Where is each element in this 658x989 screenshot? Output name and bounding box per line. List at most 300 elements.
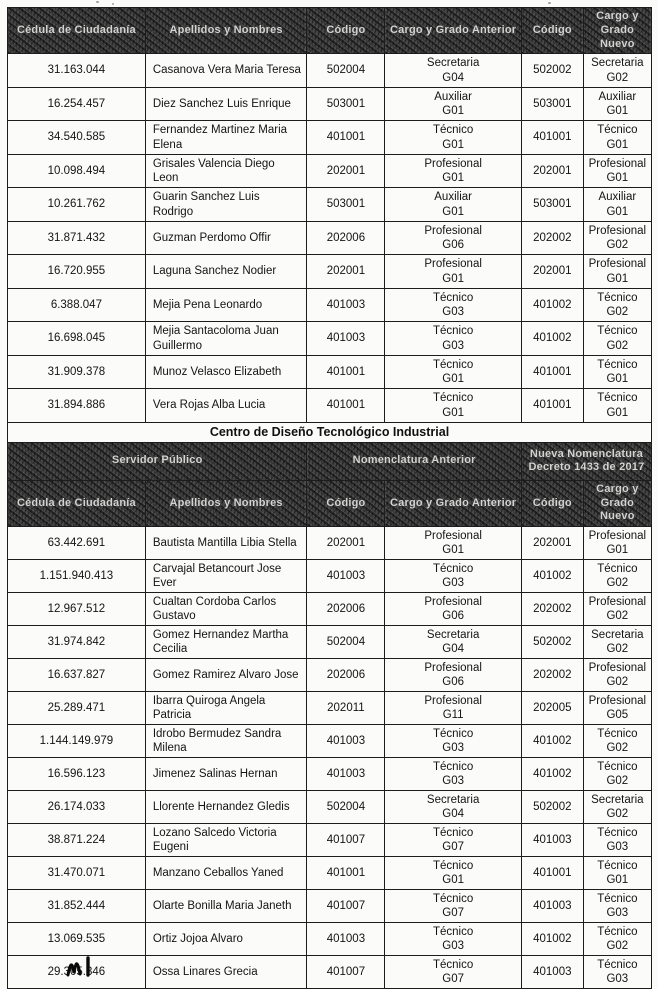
- table-row: [8, 791, 652, 824]
- cell-nombres: [145, 221, 307, 255]
- cell-codigo-anterior: [307, 87, 385, 121]
- cell-codigo-anterior: [307, 221, 385, 255]
- cell-text: 503001: [533, 97, 572, 110]
- cell-codigo-nuevo: [521, 288, 583, 322]
- table-row: [8, 560, 652, 593]
- cell-text: 31.894.886: [47, 399, 106, 412]
- cell-text: 401007: [326, 965, 366, 978]
- cell-text: 401001: [326, 365, 366, 378]
- cell-nombres: [145, 692, 307, 725]
- cell-text: Profesional: [424, 694, 482, 707]
- cell-text: 502004: [326, 635, 366, 648]
- cell-text: G03: [442, 742, 464, 754]
- cell-text: G02: [606, 676, 629, 688]
- table-row: [8, 659, 652, 692]
- cell-text: 38.871.224: [47, 833, 106, 846]
- cell-text: Técnico: [597, 958, 638, 971]
- cell-text: G02: [606, 808, 629, 820]
- cell-text: 26.174.033: [47, 800, 106, 813]
- cell-codigo-anterior: [307, 593, 385, 626]
- cell-text: Ossa Linares Grecia: [152, 965, 258, 978]
- table-section-1: [7, 7, 652, 423]
- cell-text: 31.470.071: [47, 866, 106, 879]
- cell-text: 16.637.827: [47, 668, 106, 681]
- cell-cargo-anterior: [385, 355, 522, 389]
- cell-text: 401001: [533, 399, 572, 412]
- cell-text: G02: [606, 239, 629, 251]
- cell-text: 202001: [533, 265, 572, 278]
- handwritten-mark: [62, 956, 132, 978]
- cell-text: G11: [442, 709, 464, 721]
- table-row: [8, 221, 652, 255]
- cell-nombres: [145, 255, 307, 289]
- cell-cargo-nuevo: [583, 87, 651, 121]
- column-header-cedula: Cédula de Ciudadanía: [8, 8, 146, 54]
- cell-codigo-anterior: [307, 824, 385, 857]
- table-body-section-1: [8, 54, 652, 423]
- cell-text: G01: [606, 874, 629, 886]
- cell-text: G03: [442, 940, 464, 952]
- cell-nombres: [145, 355, 307, 389]
- table-row: [8, 857, 652, 890]
- cell-text: Profesional: [588, 694, 647, 707]
- cell-text: Técnico: [432, 760, 474, 773]
- cell-codigo-anterior: [307, 692, 385, 725]
- cell-text: 401001: [533, 131, 572, 144]
- cell-codigo-nuevo: [521, 154, 583, 188]
- cell-text: G04: [442, 643, 464, 655]
- cell-text: G02: [606, 610, 629, 622]
- cell-text: 401001: [326, 131, 366, 144]
- cell-cedula: [8, 857, 146, 890]
- cell-cargo-nuevo: [583, 355, 651, 389]
- cell-text: Diez Sanchez Luis Enrique: [152, 97, 291, 110]
- cell-codigo-anterior: [307, 890, 385, 923]
- table-header-row: [8, 480, 652, 526]
- cell-nombres: [145, 87, 307, 121]
- column-header-cargo-anterior: Cargo y Grado Anterior: [385, 8, 522, 54]
- cell-text: Profesional: [588, 529, 647, 542]
- cell-text: G01: [606, 172, 629, 184]
- column-header-nombres: Apellidos y Nombres: [145, 480, 307, 526]
- cell-text: 16.596.123: [47, 767, 106, 780]
- cell-cargo-nuevo: [583, 758, 651, 791]
- cell-cedula: [8, 725, 146, 758]
- cell-text: G03: [606, 841, 629, 853]
- cell-text: 502002: [533, 64, 572, 77]
- cell-text: 202006: [326, 602, 366, 615]
- table-row: [8, 725, 652, 758]
- cell-text: 202006: [326, 668, 366, 681]
- cell-nombres: [145, 824, 307, 857]
- cell-text: 202001: [326, 265, 366, 278]
- cell-codigo-nuevo: [521, 389, 583, 423]
- table-header-row: [8, 8, 652, 54]
- table-row: [8, 87, 652, 121]
- cell-text: Técnico: [597, 727, 638, 740]
- cell-text: Ortiz Jojoa Alvaro: [152, 932, 243, 945]
- cell-cargo-anterior: [385, 923, 522, 956]
- cell-text: 401003: [326, 932, 366, 945]
- scan-speckle: [548, 2, 551, 4]
- cell-text: 401003: [533, 965, 572, 978]
- cell-cargo-anterior: [385, 154, 522, 188]
- cell-text: 202006: [326, 231, 366, 244]
- cell-text: Profesional: [424, 258, 482, 271]
- cell-text: 503001: [326, 97, 366, 110]
- cell-cedula: [8, 824, 146, 857]
- cell-nombres: [145, 322, 307, 356]
- column-header-codigo-nuevo: Código: [521, 480, 583, 526]
- cell-text: Bautista Mantilla Libia Stella: [152, 536, 297, 549]
- cell-text: 16.254.457: [47, 97, 106, 110]
- cell-codigo-anterior: [307, 255, 385, 289]
- cell-text: Técnico: [597, 392, 638, 405]
- cell-codigo-anterior: [307, 725, 385, 758]
- cell-cedula: [8, 527, 146, 560]
- table-row: [8, 527, 652, 560]
- cell-text: 202005: [533, 701, 572, 714]
- cell-text: G06: [442, 676, 464, 688]
- cell-text: G02: [606, 577, 629, 589]
- table-body-section-2: [8, 527, 652, 989]
- cell-text: Llorente Hernandez Gledis: [152, 800, 290, 813]
- cell-text: Técnico: [432, 958, 474, 971]
- cell-cedula: [8, 593, 146, 626]
- cell-nombres: [145, 923, 307, 956]
- cell-text: Idrobo Bermudez Sandra Milena: [152, 727, 282, 754]
- cell-cargo-anterior: [385, 824, 522, 857]
- cell-text: Técnico: [597, 291, 638, 304]
- cell-cargo-nuevo: [583, 188, 651, 222]
- cell-codigo-nuevo: [521, 758, 583, 791]
- column-header-codigo-nuevo: Código: [521, 8, 583, 54]
- cell-cargo-anterior: [385, 121, 522, 155]
- cell-text: Guzman Perdomo Offir: [152, 231, 271, 244]
- cell-text: 25.289.471: [47, 701, 106, 714]
- cell-codigo-anterior: [307, 389, 385, 423]
- cell-text: G01: [606, 105, 629, 117]
- cell-text: G02: [606, 940, 629, 952]
- cell-codigo-anterior: [307, 54, 385, 88]
- cell-text: Secretaria: [426, 793, 480, 806]
- cell-codigo-anterior: [307, 791, 385, 824]
- cell-text: 31.974.842: [47, 635, 106, 648]
- cell-codigo-anterior: [307, 288, 385, 322]
- cell-cargo-anterior: [385, 188, 522, 222]
- cell-text: G06: [442, 610, 464, 622]
- cell-text: Secretaria: [426, 628, 480, 641]
- cell-text: Secretaria: [426, 57, 480, 70]
- cell-codigo-nuevo: [521, 593, 583, 626]
- cell-codigo-anterior: [307, 857, 385, 890]
- column-header-cargo-anterior: Cargo y Grado Anterior: [385, 480, 522, 526]
- cell-text: G02: [606, 775, 629, 787]
- cell-cargo-anterior: [385, 659, 522, 692]
- group-header-nomenclatura-anterior: Nomenclatura Anterior: [307, 442, 521, 480]
- cell-text: Técnico: [597, 892, 638, 905]
- cell-text: 202002: [533, 602, 572, 615]
- cell-text: G01: [606, 406, 629, 419]
- cell-cargo-nuevo: [583, 593, 651, 626]
- cell-text: Técnico: [432, 358, 474, 371]
- cell-nombres: [145, 389, 307, 423]
- cell-cedula: [8, 890, 146, 923]
- cell-codigo-nuevo: [521, 626, 583, 659]
- column-header-cargo-nuevo: Cargo y Grado Nuevo: [583, 8, 651, 54]
- cell-text: Auxiliar: [434, 90, 472, 103]
- cell-nombres: [145, 188, 307, 222]
- section-title: Centro de Diseño Tecnológico Industrial: [7, 423, 652, 442]
- cell-cargo-anterior: [385, 87, 522, 121]
- cell-cedula: [8, 791, 146, 824]
- cell-cedula: [8, 389, 146, 423]
- cell-text: Gomez Ramirez Alvaro Jose: [152, 668, 299, 681]
- cell-cargo-nuevo: [583, 322, 651, 356]
- cell-cargo-anterior: [385, 791, 522, 824]
- table-row: [8, 389, 652, 423]
- cell-cargo-anterior: [385, 221, 522, 255]
- cell-text: Auxiliar: [598, 191, 637, 204]
- cell-codigo-anterior: [307, 355, 385, 389]
- cell-text: 31.852.444: [47, 899, 106, 912]
- cell-cargo-nuevo: [583, 890, 651, 923]
- cell-text: Técnico: [597, 925, 638, 938]
- cell-codigo-anterior: [307, 527, 385, 560]
- cell-nombres: [145, 857, 307, 890]
- cell-codigo-nuevo: [521, 857, 583, 890]
- column-header-cedula: Cédula de Ciudadanía: [8, 480, 146, 526]
- scan-speckle: [96, 1, 99, 3]
- cell-text: Munoz Velasco Elizabeth: [152, 365, 282, 378]
- cell-text: 401002: [533, 767, 572, 780]
- cell-text: 31.163.044: [47, 64, 106, 77]
- cell-text: Profesional: [588, 258, 647, 271]
- cell-text: Jimenez Salinas Hernan: [152, 767, 278, 780]
- cell-text: Casanova Vera Maria Teresa: [152, 64, 301, 77]
- table-row: [8, 288, 652, 322]
- scan-speckle: [112, 3, 114, 5]
- cell-text: 401001: [533, 365, 572, 378]
- cell-text: 16.698.045: [47, 332, 106, 345]
- cell-text: Profesional: [588, 224, 647, 237]
- cell-text: 502002: [533, 635, 572, 648]
- table-row: [8, 692, 652, 725]
- cell-cedula: [8, 87, 146, 121]
- cell-text: 202002: [533, 231, 572, 244]
- cell-text: G02: [606, 742, 629, 754]
- cell-cargo-anterior: [385, 389, 522, 423]
- cell-cargo-nuevo: [583, 857, 651, 890]
- cell-cargo-anterior: [385, 54, 522, 88]
- cell-text: Profesional: [424, 157, 482, 170]
- cell-cargo-anterior: [385, 692, 522, 725]
- cell-text: G02: [606, 306, 629, 318]
- cell-text: 502002: [533, 800, 572, 813]
- cell-text: Técnico: [432, 859, 474, 872]
- cell-text: Secretaria: [591, 628, 644, 641]
- cell-cargo-anterior: [385, 527, 522, 560]
- cell-codigo-nuevo: [521, 54, 583, 88]
- cell-text: G03: [442, 775, 464, 787]
- cell-codigo-anterior: [307, 659, 385, 692]
- cell-codigo-nuevo: [521, 188, 583, 222]
- cell-cargo-anterior: [385, 560, 522, 593]
- cell-codigo-nuevo: [521, 725, 583, 758]
- cell-cedula: [8, 154, 146, 188]
- cell-cedula: [8, 221, 146, 255]
- cell-codigo-nuevo: [521, 255, 583, 289]
- cell-cedula: [8, 255, 146, 289]
- cell-text: Secretaria: [591, 57, 644, 70]
- cell-cargo-nuevo: [583, 725, 651, 758]
- table-row: [8, 54, 652, 88]
- cell-cargo-anterior: [385, 758, 522, 791]
- cell-text: Profesional: [424, 224, 482, 237]
- cell-cargo-nuevo: [583, 221, 651, 255]
- cell-text: G01: [606, 544, 629, 556]
- cell-text: Técnico: [597, 562, 638, 575]
- cell-text: 401002: [533, 332, 572, 345]
- cell-text: 202002: [533, 668, 572, 681]
- cell-text: G02: [606, 71, 629, 84]
- cell-text: G01: [606, 138, 629, 151]
- cell-text: 401002: [533, 734, 572, 747]
- cell-nombres: [145, 54, 307, 88]
- cell-nombres: [145, 956, 307, 989]
- cell-text: G06: [442, 239, 464, 251]
- cell-text: Mejia Pena Leonardo: [152, 298, 263, 311]
- cell-text: Técnico: [432, 392, 474, 405]
- cell-cargo-nuevo: [583, 659, 651, 692]
- table-row: [8, 255, 652, 289]
- cell-nombres: [145, 890, 307, 923]
- cell-cargo-anterior: [385, 857, 522, 890]
- cell-text: 401003: [326, 298, 366, 311]
- cell-text: Técnico: [597, 760, 638, 773]
- table-row: [8, 154, 652, 188]
- cell-text: 16.720.955: [47, 265, 106, 278]
- cell-cargo-nuevo: [583, 824, 651, 857]
- table-row: [8, 355, 652, 389]
- cell-text: 401003: [326, 332, 366, 345]
- cell-text: 401001: [326, 399, 366, 412]
- cell-text: G01: [442, 105, 464, 117]
- cell-text: 202001: [533, 164, 572, 177]
- cell-text: G07: [442, 841, 464, 853]
- cell-codigo-nuevo: [521, 355, 583, 389]
- cell-cedula: [8, 288, 146, 322]
- cell-text: G01: [442, 172, 464, 184]
- cell-text: 29.305.346: [47, 965, 106, 978]
- cell-nombres: [145, 121, 307, 155]
- cell-text: G03: [442, 339, 464, 352]
- cell-text: Técnico: [597, 358, 638, 371]
- column-header-codigo-anterior: Código: [307, 480, 385, 526]
- cell-text: 63.442.691: [47, 536, 106, 549]
- cell-text: Profesional: [424, 529, 482, 542]
- cell-text: G03: [606, 973, 629, 985]
- cell-cargo-nuevo: [583, 121, 651, 155]
- cell-codigo-anterior: [307, 322, 385, 356]
- cell-cargo-anterior: [385, 593, 522, 626]
- cell-codigo-nuevo: [521, 824, 583, 857]
- table-row: [8, 890, 652, 923]
- cell-text: 202001: [326, 536, 366, 549]
- cell-codigo-anterior: [307, 956, 385, 989]
- cell-text: 1.144.149.979: [39, 734, 114, 747]
- cell-text: G02: [606, 643, 629, 655]
- cell-text: Técnico: [432, 291, 474, 304]
- table-row: [8, 626, 652, 659]
- cell-text: Laguna Sanchez Nodier: [152, 265, 277, 278]
- cell-text: Técnico: [597, 859, 638, 872]
- cell-text: Vera Rojas Alba Lucia: [152, 399, 266, 412]
- table-row: [8, 593, 652, 626]
- cell-nombres: [145, 626, 307, 659]
- cell-cargo-nuevo: [583, 626, 651, 659]
- cell-text: 34.540.585: [47, 131, 106, 144]
- cell-text: Manzano Ceballos Yaned: [152, 866, 284, 879]
- cell-codigo-anterior: [307, 121, 385, 155]
- cell-text: Técnico: [432, 892, 474, 905]
- cell-text: 401007: [326, 899, 366, 912]
- cell-text: G03: [606, 907, 629, 919]
- cell-cedula: [8, 121, 146, 155]
- cell-text: Técnico: [432, 325, 474, 338]
- cell-codigo-nuevo: [521, 923, 583, 956]
- cell-text: G01: [442, 874, 464, 886]
- cell-text: Técnico: [597, 826, 638, 839]
- cell-text: Olarte Bonilla Maria Janeth: [152, 899, 292, 912]
- cell-text: Profesional: [588, 157, 647, 170]
- cell-text: Secretaria: [591, 793, 644, 806]
- cell-text: G04: [442, 71, 464, 84]
- column-header-cargo-nuevo: Cargo y Grado Nuevo: [583, 480, 651, 526]
- cell-text: 401003: [533, 899, 572, 912]
- cell-codigo-anterior: [307, 923, 385, 956]
- cell-text: Técnico: [432, 925, 474, 938]
- table-row: [8, 758, 652, 791]
- cell-text: G03: [442, 577, 464, 589]
- column-header-codigo-anterior: Código: [307, 8, 385, 54]
- cell-text: Profesional: [588, 595, 647, 608]
- cell-text: 503001: [326, 198, 366, 211]
- cell-text: Técnico: [597, 325, 638, 338]
- cell-text: 401002: [533, 298, 572, 311]
- cell-text: G01: [442, 373, 464, 385]
- cell-text: 401003: [326, 569, 366, 582]
- cell-nombres: [145, 758, 307, 791]
- cell-cedula: [8, 54, 146, 88]
- cell-codigo-anterior: [307, 188, 385, 222]
- cell-text: 401003: [533, 833, 572, 846]
- cell-codigo-anterior: [307, 758, 385, 791]
- cell-text: 401003: [326, 734, 366, 747]
- cell-codigo-nuevo: [521, 890, 583, 923]
- cell-cargo-nuevo: [583, 560, 651, 593]
- cell-text: G01: [606, 272, 629, 285]
- cell-text: Lozano Salcedo Victoria Eugeni: [152, 826, 277, 853]
- cell-cargo-nuevo: [583, 288, 651, 322]
- group-header-nueva-nomenclatura: Nueva Nomenclatura Decreto 1433 de 2017: [521, 442, 651, 480]
- cell-codigo-nuevo: [521, 956, 583, 989]
- cell-text: 31.871.432: [47, 231, 106, 244]
- cell-nombres: [145, 659, 307, 692]
- cell-nombres: [145, 593, 307, 626]
- cell-text: Gomez Hernandez Martha Cecilia: [152, 628, 289, 655]
- cell-text: G01: [442, 544, 464, 556]
